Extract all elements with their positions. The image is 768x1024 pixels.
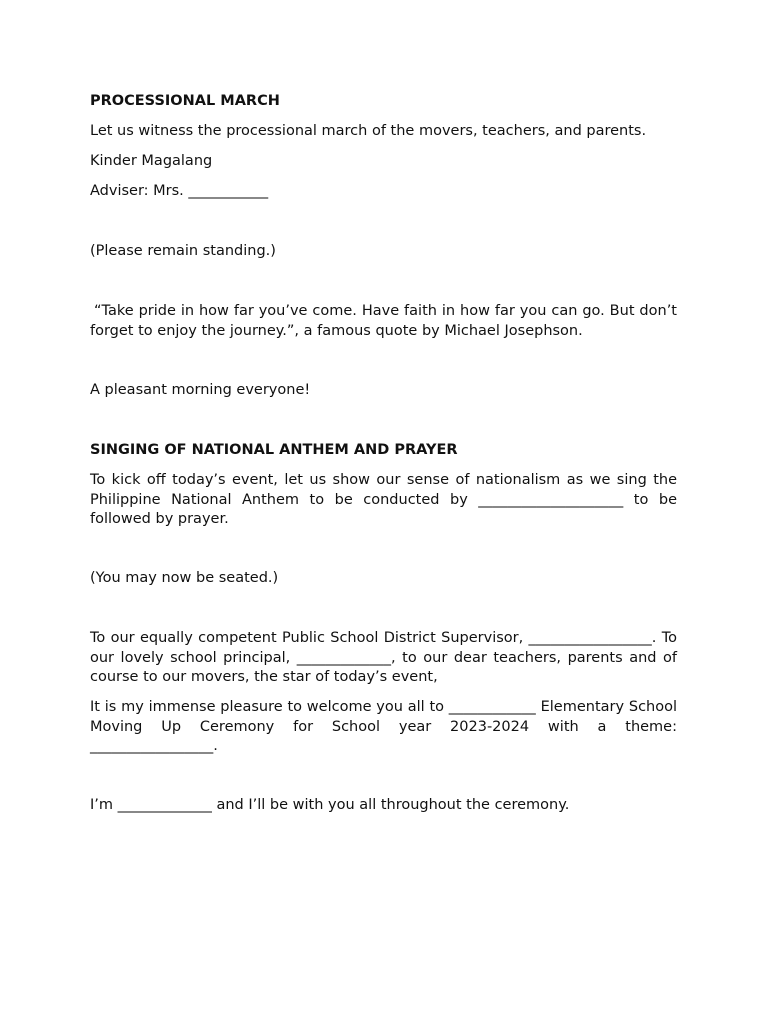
processional-heading: PROCESSIONAL MARCH xyxy=(90,93,280,109)
class-name: Kinder Magalang xyxy=(90,153,213,169)
welcome-text: It is my immense pleasure to welcome you all to ____________ Elementary School Moving Up Ceremony for School year 2023-2024 with a theme: _________________. xyxy=(90,699,677,754)
josephson-quote: “Take pride in how far you’ve come. Have faith in how far you can go. But don’t forget to enjoy the journey.”, a famous quote by Michael Josephson. xyxy=(90,303,677,339)
greeting: A pleasant morning everyone! xyxy=(90,382,311,398)
adviser-line: Adviser: Mrs. ___________ xyxy=(90,183,269,199)
anthem-heading: SINGING OF NATIONAL ANTHEM AND PRAYER xyxy=(90,442,458,458)
stage-note-standing: (Please remain standing.) xyxy=(90,243,276,259)
welcome-address: To our equally competent Public School District Supervisor, _________________. To our lovely school principal, _____________, to our dear teachers, parents and of course to our movers, the star of today’s event, xyxy=(90,630,677,685)
processional-intro: Let us witness the processional march of the movers, teachers, and parents. xyxy=(90,123,647,139)
host-intro: I’m _____________ and I’ll be with you all throughout the ceremony. xyxy=(90,797,570,813)
anthem-text: To kick off today’s event, let us show our sense of nationalism as we sing the Philippine National Anthem to be conducted by ____________________ to be followed by prayer. xyxy=(90,472,677,527)
stage-note-seated: (You may now be seated.) xyxy=(90,570,279,586)
